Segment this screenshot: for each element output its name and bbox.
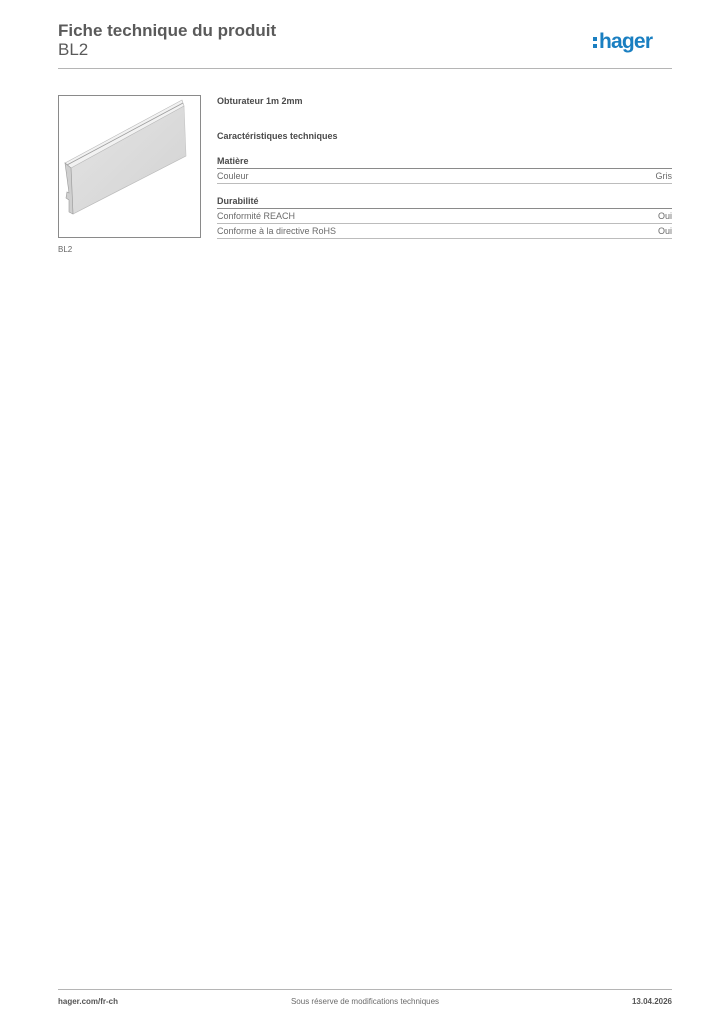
spec-label: Conforme à la directive RoHS bbox=[217, 226, 337, 236]
spec-value: Oui bbox=[657, 211, 672, 221]
spec-row bbox=[217, 209, 672, 224]
hager-logo bbox=[592, 28, 674, 56]
spec-label: Couleur bbox=[217, 171, 249, 181]
footer-website-link[interactable]: hager.com/fr-ch bbox=[58, 997, 119, 1006]
spec-group-durability bbox=[217, 195, 672, 239]
spec-value: Oui bbox=[657, 226, 672, 236]
footer-divider bbox=[58, 989, 672, 990]
footer-date: 13.04.2026 bbox=[631, 997, 672, 1006]
spec-group-title: Durabilité bbox=[217, 195, 672, 209]
spec-group-material bbox=[217, 155, 672, 184]
footer-disclaimer: Sous réserve de modifications techniques bbox=[290, 997, 440, 1006]
spec-row bbox=[217, 224, 672, 239]
product-image bbox=[58, 95, 201, 238]
section-title: Caractéristiques techniques bbox=[217, 131, 338, 141]
spec-group-title: Matière bbox=[217, 155, 672, 169]
header-divider bbox=[58, 68, 672, 69]
cover-strip-product-photo-icon bbox=[59, 96, 200, 237]
spec-label: Conformité REACH bbox=[217, 211, 296, 221]
image-caption: BL2 bbox=[58, 245, 73, 254]
spec-row bbox=[217, 169, 672, 184]
product-name: Obturateur 1m 2mm bbox=[217, 96, 303, 106]
page-footer bbox=[58, 997, 672, 1009]
svg-text:hager: hager bbox=[599, 30, 653, 53]
page-title: Fiche technique du produit bbox=[58, 21, 277, 40]
spec-value: Gris bbox=[655, 171, 672, 181]
product-reference: BL2 bbox=[58, 40, 89, 59]
